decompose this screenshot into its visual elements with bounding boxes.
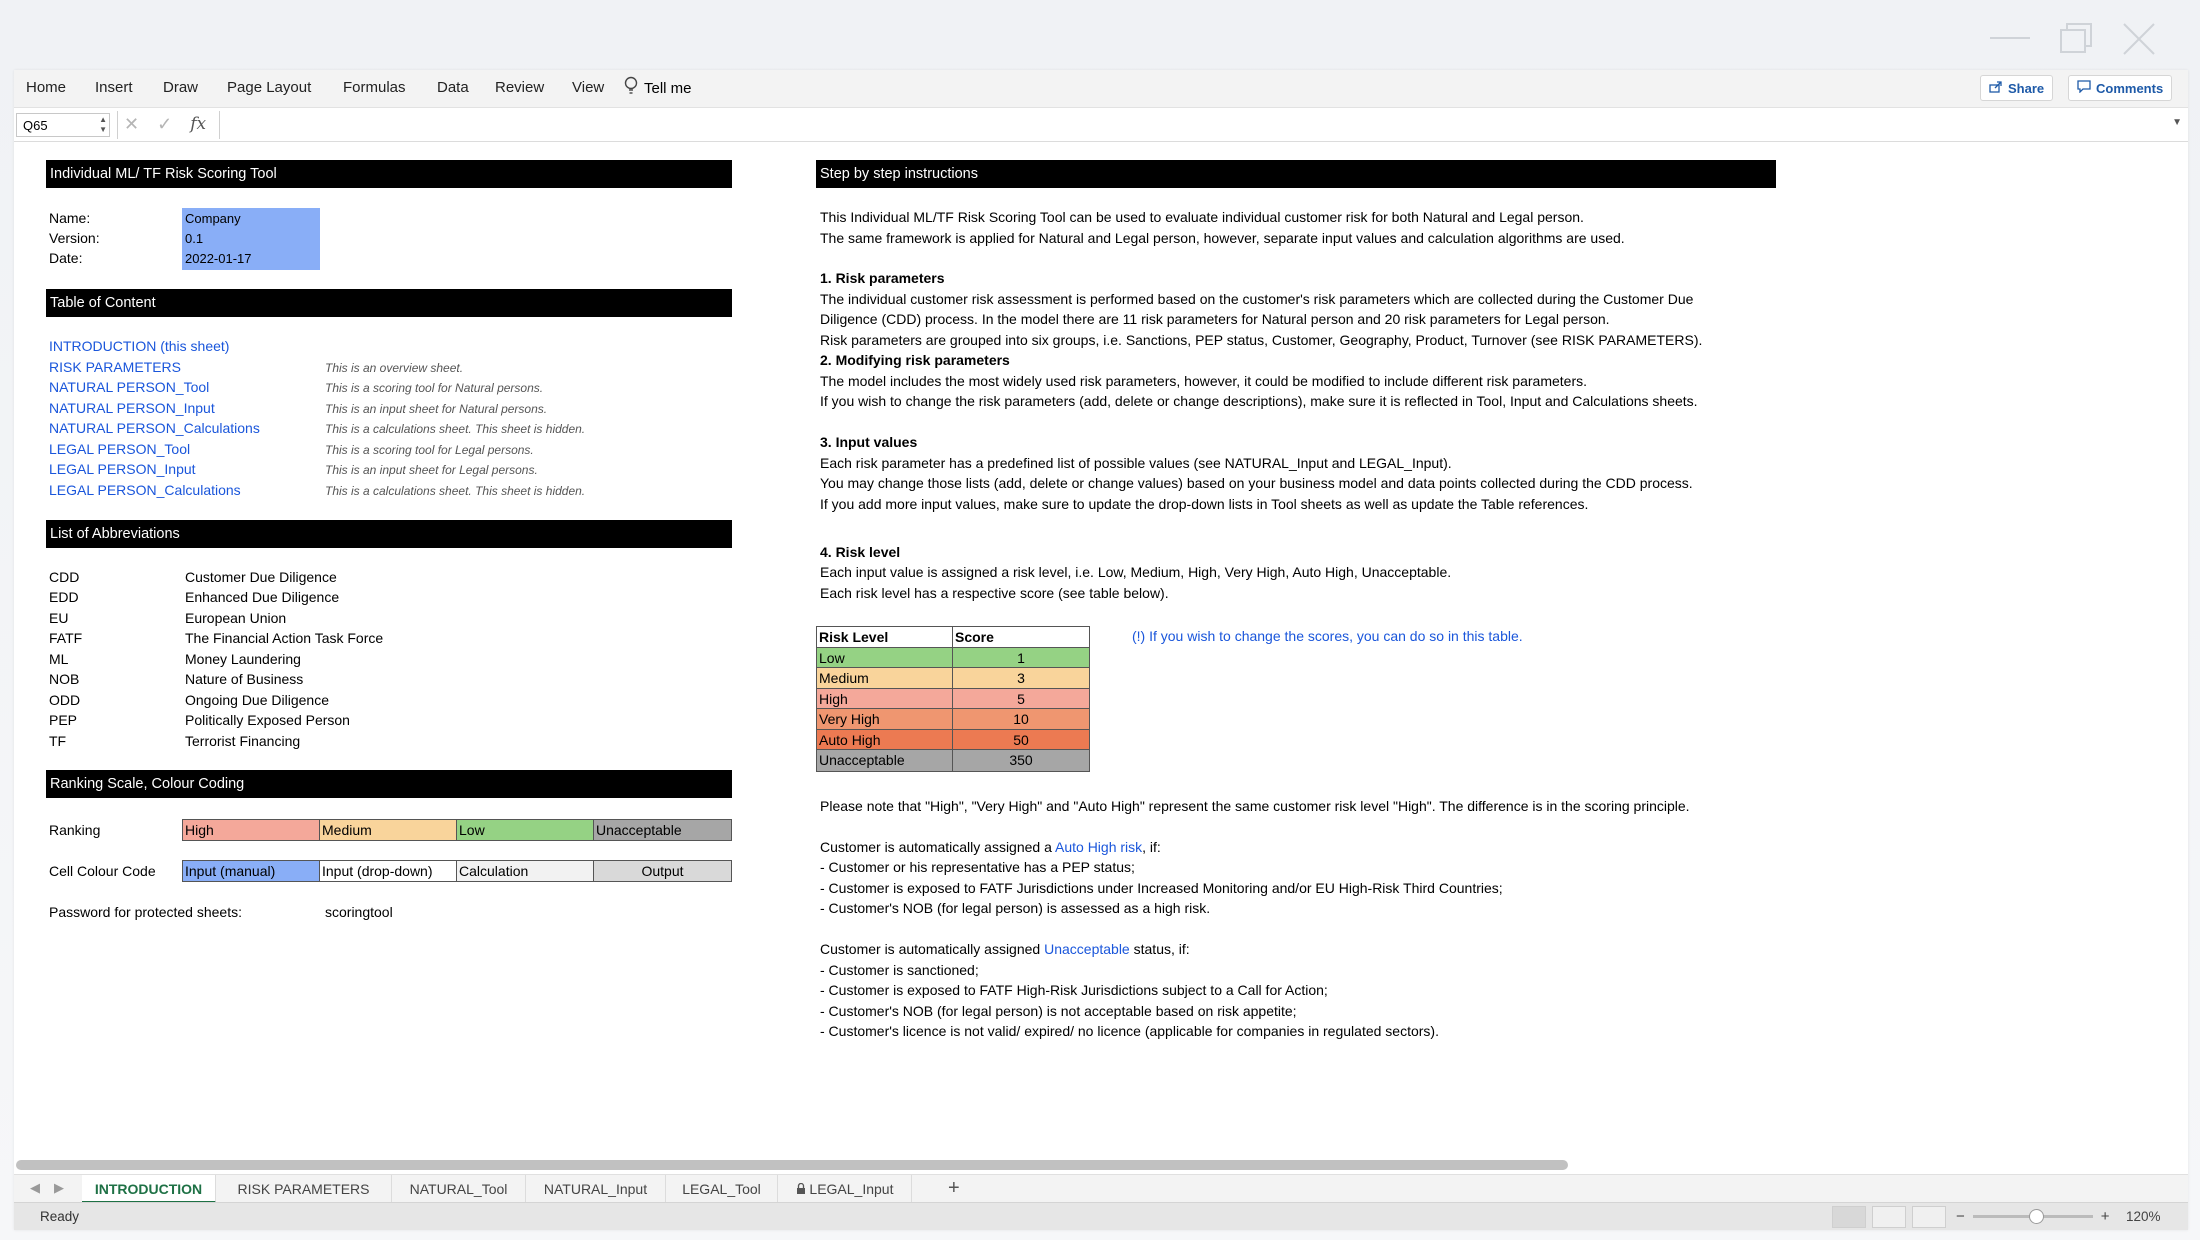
section-line: The individual customer risk assessment is performed based on the customer's risk parameters which are collected during the Customer Due bbox=[820, 291, 1694, 307]
zoom-slider-knob[interactable] bbox=[2029, 1209, 2044, 1224]
risk-level-cell: Very High bbox=[817, 709, 953, 729]
ribbon-tab-formulas[interactable]: Formulas bbox=[343, 79, 406, 96]
abbreviations-header: List of Abbreviations bbox=[46, 520, 732, 548]
colour-output: Output bbox=[594, 861, 731, 881]
ribbon-tab-view[interactable]: View bbox=[572, 79, 605, 96]
password-value: scoringtool bbox=[325, 904, 393, 920]
section-title-risk-level: 4. Risk level bbox=[820, 544, 901, 560]
cell-colour-label: Cell Colour Code bbox=[49, 863, 156, 879]
tool-title: Individual ML/ TF Risk Scoring Tool bbox=[46, 160, 732, 188]
ranking-scale bbox=[182, 819, 732, 841]
comment-icon bbox=[2077, 80, 2091, 96]
score-cell[interactable]: 50 bbox=[1013, 731, 1029, 748]
risk-level-cell: High bbox=[817, 689, 953, 709]
sheet-tab-natural-input[interactable]: NATURAL_Input bbox=[526, 1175, 666, 1203]
toc-link-natural-input[interactable]: NATURAL PERSON_Input bbox=[49, 400, 215, 416]
cell-reference: Q65 bbox=[23, 118, 48, 133]
colour-input-manual: Input (manual) bbox=[183, 861, 320, 881]
zoom-percent[interactable]: 120% bbox=[2126, 1209, 2161, 1224]
next-sheet-icon[interactable]: ▶ bbox=[54, 1180, 64, 1195]
normal-view-icon[interactable] bbox=[1832, 1206, 1866, 1228]
auto-high-intro bbox=[820, 839, 1161, 855]
status-bar bbox=[14, 1202, 2188, 1230]
restore-icon[interactable] bbox=[2056, 20, 2096, 60]
ribbon-tab-home[interactable]: Home bbox=[26, 79, 67, 96]
abbr-key: TF bbox=[49, 733, 67, 749]
zoom-slider[interactable] bbox=[1973, 1215, 2093, 1218]
abbr-key: ODD bbox=[49, 692, 81, 708]
ribbon-tab-draw[interactable]: Draw bbox=[163, 79, 199, 96]
status-text: Ready bbox=[40, 1209, 80, 1224]
auto-high-intro-text: , if: bbox=[1142, 839, 1161, 855]
ranking-medium: Medium bbox=[320, 820, 457, 840]
zoom-control bbox=[1956, 1208, 2110, 1225]
toc-link-natural-tool[interactable]: NATURAL PERSON_Tool bbox=[49, 379, 210, 395]
toc-link-risk-parameters[interactable]: RISK PARAMETERS bbox=[49, 359, 181, 375]
sheet-tab-legal-tool[interactable]: LEGAL_Tool bbox=[666, 1175, 778, 1203]
close-icon[interactable] bbox=[2120, 20, 2160, 60]
unacceptable-intro bbox=[820, 941, 1190, 957]
meta-value-name[interactable]: Company bbox=[185, 211, 241, 226]
lightbulb-icon bbox=[624, 76, 638, 100]
abbr-key: ML bbox=[49, 651, 69, 667]
section-title-risk-parameters: 1. Risk parameters bbox=[820, 270, 945, 286]
score-table-header bbox=[817, 627, 1089, 648]
section-line: You may change those lists (add, delete or change values) based on your business model and data points collected during the CDD process. bbox=[820, 475, 1693, 491]
ribbon-tab-data[interactable]: Data bbox=[437, 79, 469, 96]
table-row bbox=[817, 689, 1089, 710]
risk-level-cell: Medium bbox=[817, 668, 953, 688]
score-cell[interactable]: 10 bbox=[1013, 711, 1029, 727]
meta-value-date[interactable]: 2022-01-17 bbox=[185, 251, 252, 266]
abbr-key: EDD bbox=[49, 589, 79, 605]
section-title-input-values: 3. Input values bbox=[820, 434, 918, 450]
toc-link-legal-tool[interactable]: LEGAL PERSON_Tool bbox=[49, 441, 191, 457]
toc-description: This is a scoring tool for Legal persons. bbox=[325, 443, 534, 457]
meta-value-version[interactable]: 0.1 bbox=[185, 231, 204, 246]
horizontal-scrollbar[interactable] bbox=[16, 1160, 1568, 1170]
ranking-scale-header: Ranking Scale, Colour Coding bbox=[46, 770, 732, 798]
ribbon-tab-insert[interactable]: Insert bbox=[95, 79, 133, 96]
toc-description: This is an overview sheet. bbox=[325, 361, 464, 375]
function-icon[interactable]: fx bbox=[190, 114, 207, 134]
toc-link-legal-input[interactable]: LEGAL PERSON_Input bbox=[49, 461, 196, 477]
unacceptable-item: - Customer is sanctioned; bbox=[820, 962, 979, 978]
toc-description: This is an input sheet for Legal persons. bbox=[325, 463, 538, 477]
section-line: Each risk level has a respective score (see table below). bbox=[820, 585, 1169, 601]
password-label: Password for protected sheets: bbox=[49, 904, 242, 920]
abbr-key: EU bbox=[49, 610, 69, 626]
abbr-value: Politically Exposed Person bbox=[185, 712, 350, 728]
header-risk-level: Risk Level bbox=[817, 627, 953, 647]
risk-level-cell: Unacceptable bbox=[817, 750, 953, 771]
abbr-value: Terrorist Financing bbox=[185, 733, 301, 749]
score-table bbox=[816, 626, 1090, 772]
toc-description: This is an input sheet for Natural persons. bbox=[325, 402, 548, 416]
section-line: Risk parameters are grouped into six groups, i.e. Sanctions, PEP status, Customer, Geography, Product, Turnover (see RISK PARAMETERS). bbox=[820, 332, 1703, 348]
tell-me-label: Tell me bbox=[644, 79, 692, 97]
unacceptable-item: - Customer's NOB (for legal person) is not acceptable based on risk appetite; bbox=[820, 1003, 1297, 1019]
section-line: Diligence (CDD) process. In the model there are 11 risk parameters for Natural person and 20 risk parameters for Legal person. bbox=[820, 311, 1610, 327]
ranking-label: Ranking bbox=[49, 822, 101, 838]
sheet-tab-introduction[interactable]: INTRODUCTION bbox=[82, 1175, 216, 1203]
risk-level-cell: Auto High bbox=[817, 730, 953, 750]
score-cell[interactable]: 1 bbox=[1017, 649, 1025, 666]
toc-description: This is a calculations sheet. This sheet is hidden. bbox=[325, 422, 586, 436]
toc-link-introduction[interactable]: INTRODUCTION (this sheet) bbox=[49, 338, 230, 354]
colour-calculation: Calculation bbox=[457, 861, 594, 881]
comments-button[interactable] bbox=[2068, 75, 2172, 101]
sheet-tab-natural-tool[interactable]: NATURAL_Tool bbox=[392, 1175, 526, 1203]
excel-window bbox=[14, 70, 2188, 1230]
zoom-out-icon[interactable]: − bbox=[1956, 1208, 1965, 1225]
abbr-key: CDD bbox=[49, 569, 80, 585]
page-break-view-icon[interactable] bbox=[1912, 1206, 1946, 1228]
lock-icon bbox=[796, 1181, 810, 1197]
formula-bar-divider bbox=[117, 111, 118, 139]
ribbon-tab-page-layout[interactable]: Page Layout bbox=[227, 79, 312, 96]
formula-bar-divider bbox=[219, 111, 220, 139]
section-line: If you add more input values, make sure to update the drop-down lists in Tool sheets as well as update the Table references. bbox=[820, 496, 1589, 512]
section-title-modifying: 2. Modifying risk parameters bbox=[820, 352, 1010, 368]
comments-label: Comments bbox=[2096, 80, 2164, 96]
add-sheet-icon[interactable]: + bbox=[948, 1177, 960, 1199]
meta-label: Version: bbox=[49, 230, 100, 246]
sheet-tabs-bar bbox=[14, 1174, 2188, 1202]
formula-bar bbox=[14, 108, 2188, 142]
table-row bbox=[817, 750, 1089, 771]
share-button[interactable] bbox=[1980, 75, 2053, 101]
ranking-low: Low bbox=[457, 820, 594, 840]
abbr-key: NOB bbox=[49, 671, 80, 687]
ranking-high: High bbox=[183, 820, 320, 840]
page-layout-view-icon[interactable] bbox=[1872, 1206, 1906, 1228]
cancel-icon[interactable]: ✕ bbox=[124, 114, 140, 134]
unacceptable-item: - Customer's licence is not valid/ expired/ no licence (applicable for companies in regulated sectors). bbox=[820, 1023, 1439, 1039]
table-row bbox=[817, 668, 1089, 689]
ribbon bbox=[14, 70, 2188, 108]
view-buttons bbox=[1832, 1206, 1946, 1228]
name-box[interactable] bbox=[16, 113, 110, 137]
ribbon-tab-review[interactable]: Review bbox=[495, 79, 545, 96]
abbr-value: European Union bbox=[185, 610, 287, 626]
sheet-tab-legal-input[interactable] bbox=[778, 1175, 912, 1203]
abbr-value: Customer Due Diligence bbox=[185, 569, 337, 585]
toc-description: This is a calculations sheet. This sheet is hidden. bbox=[325, 484, 586, 498]
abbr-value: Money Laundering bbox=[185, 651, 301, 667]
expand-formula-bar-icon[interactable]: ▼ bbox=[2172, 117, 2182, 128]
auto-high-intro-text: Customer is automatically assigned a bbox=[820, 839, 1055, 855]
unacceptable-item: - Customer is exposed to FATF High-Risk Jurisdictions subject to a Call for Action; bbox=[820, 982, 1328, 998]
unacceptable-intro-text: status, if: bbox=[1129, 941, 1190, 957]
section-line: Each risk parameter has a predefined list of possible values (see NATURAL_Input and LEGAL_Input). bbox=[820, 455, 1452, 471]
abbr-key: FATF bbox=[49, 630, 83, 646]
score-cell[interactable]: 3 bbox=[1017, 670, 1025, 686]
score-cell[interactable]: 5 bbox=[1017, 690, 1025, 707]
abbr-value: Enhanced Due Diligence bbox=[185, 589, 340, 605]
intro-line: The same framework is applied for Natural and Legal person, however, separate input values and calculation algorithms are used. bbox=[820, 230, 1625, 246]
score-cell[interactable]: 350 bbox=[1009, 752, 1033, 768]
abbr-key: PEP bbox=[49, 712, 78, 728]
auto-high-link[interactable]: Auto High risk bbox=[1055, 839, 1143, 855]
meta-label: Date: bbox=[49, 250, 83, 266]
auto-high-item: - Customer or his representative has a PEP status; bbox=[820, 859, 1135, 875]
unacceptable-intro-text: Customer is automatically assigned bbox=[820, 941, 1045, 957]
toc-header: Table of Content bbox=[46, 289, 732, 317]
table-row bbox=[817, 709, 1089, 730]
table-row bbox=[817, 730, 1089, 751]
cell-colour-scale bbox=[182, 860, 732, 882]
ranking-unacceptable: Unacceptable bbox=[594, 820, 731, 840]
abbr-value: The Financial Action Task Force bbox=[185, 630, 384, 646]
instructions-header: Step by step instructions bbox=[816, 160, 1776, 188]
sheet-tab-risk-parameters[interactable]: RISK PARAMETERS bbox=[216, 1175, 392, 1203]
header-score: Score bbox=[955, 629, 994, 645]
name-box-spinner-icon[interactable]: ▲ ▼ bbox=[99, 115, 107, 134]
section-line: If you wish to change the risk parameters (add, delete or change descriptions), make sure it is reflected in Tool, Input and Calculations sheets. bbox=[820, 393, 1698, 409]
abbr-value: Nature of Business bbox=[185, 671, 304, 687]
abbr-value: Ongoing Due Diligence bbox=[185, 692, 329, 708]
tell-me-box[interactable] bbox=[624, 76, 692, 100]
intro-line: This Individual ML/TF Risk Scoring Tool can be used to evaluate individual customer risk for both Natural and Legal person. bbox=[820, 209, 1584, 225]
enter-icon[interactable]: ✓ bbox=[157, 114, 173, 134]
section-line: The model includes the most widely used risk parameters, however, it could be modified to include different risk parameters. bbox=[820, 373, 1587, 389]
worksheet[interactable] bbox=[14, 142, 2188, 1142]
meta-label: Name: bbox=[49, 210, 91, 226]
auto-high-item: - Customer is exposed to FATF Jurisdictions under Increased Monitoring and/or EU High-Risk Third Countries; bbox=[820, 880, 1503, 896]
unacceptable-link[interactable]: Unacceptable bbox=[1044, 941, 1130, 957]
colour-input-dropdown: Input (drop-down) bbox=[320, 861, 457, 881]
score-table-note: (!) If you wish to change the scores, you can do so in this table. bbox=[1132, 628, 1523, 644]
section-line: Each input value is assigned a risk level, i.e. Low, Medium, High, Very High, Auto High, Unacceptable. bbox=[820, 564, 1452, 580]
high-levels-note: Please note that "High", "Very High" and "Auto High" represent the same customer risk level "High". The difference is in the scoring principle. bbox=[820, 798, 1690, 814]
share-icon bbox=[1989, 81, 2003, 96]
toc-description: This is a scoring tool for Natural persons. bbox=[325, 381, 544, 395]
minimize-icon[interactable] bbox=[1988, 20, 2032, 60]
toc-link-natural-calculations[interactable]: NATURAL PERSON_Calculations bbox=[49, 420, 260, 436]
sheet-tab-label: LEGAL_Input bbox=[809, 1181, 894, 1197]
previous-sheet-icon[interactable]: ◀ bbox=[30, 1180, 40, 1195]
table-row bbox=[817, 648, 1089, 669]
risk-level-cell: Low bbox=[817, 648, 953, 668]
toc-link-legal-calculations[interactable]: LEGAL PERSON_Calculations bbox=[49, 482, 241, 498]
share-label: Share bbox=[2008, 80, 2045, 96]
zoom-in-icon[interactable]: + bbox=[2100, 1208, 2110, 1225]
auto-high-item: - Customer's NOB (for legal person) is assessed as a high risk. bbox=[820, 900, 1211, 916]
